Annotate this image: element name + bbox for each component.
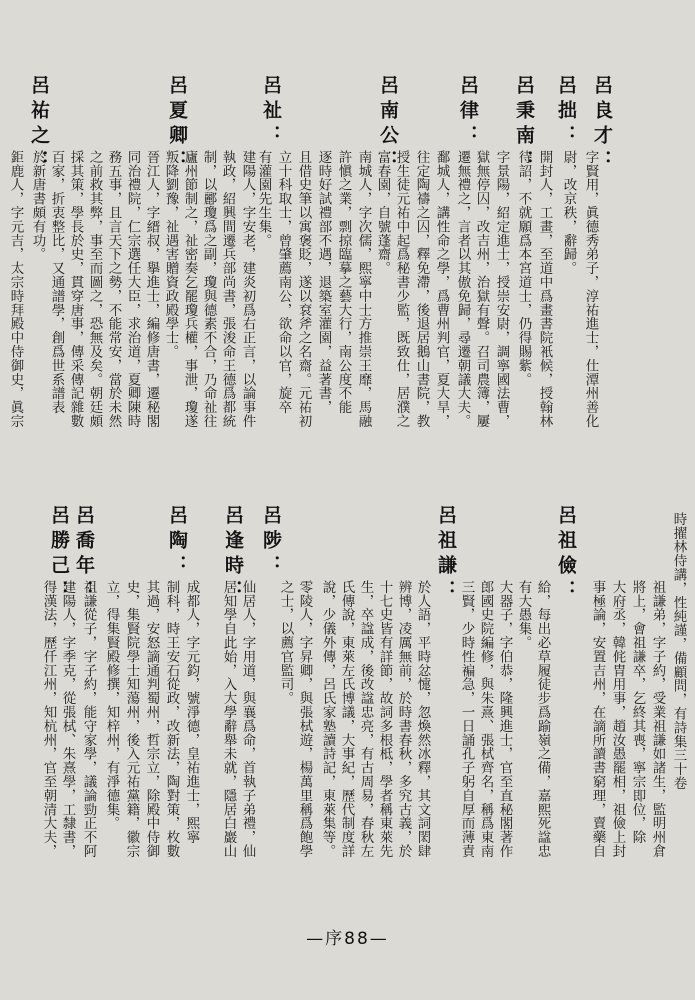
entry-text-line: 務五事，且言天下之勢，不能常安，當於未然 <box>105 150 122 428</box>
entry-text-line: 史，集賢院學士知蕩州，後入元祐黨籍，徽宗 <box>123 580 140 858</box>
entry-text-line: 百家，折衷整比，又通譜學，創爲世系譜表 <box>48 150 65 415</box>
entry-name: 呂祐之： <box>28 75 50 175</box>
entry-text-line: 制，以酈瓊爲之副，瓊與德素不合，乃命祉往 <box>200 150 217 428</box>
entry-text-line: 祖謙從子，字子約，能守家學，議論勁正不阿 <box>80 580 97 858</box>
entry-text-line: 尉，改京秩，辭歸。 <box>560 150 577 276</box>
entry-text-line: 事極論，安置吉州，在謫所讀書窮理，賣藥自 <box>589 580 606 858</box>
entry-text-line: 字景陽，紹定進士，授崇安尉，調寧國法曹， <box>493 150 510 428</box>
entry-text-line: 成都人，字元鈞，號淨德，皇祐進士，熙寧 <box>183 580 200 845</box>
entry-name: 呂陟： <box>260 505 282 580</box>
entry-text-line: 授生徒元祐中起爲秘書少監，既致仕，居濮之 <box>393 150 410 428</box>
entry-text-line: 說，少儀外傳，呂氏家塾讀詩記，東萊集等。 <box>319 580 336 858</box>
entry-continuation-line: 時擢林侍講，性純謹，備顧問，有詩集三十卷 <box>670 512 687 790</box>
entry-text-line: 鄱城人，講性命之學，爲曹州判官，夏大旱， <box>433 150 450 428</box>
entry-name: 呂喬年： <box>73 505 95 605</box>
entry-text-line: 逐時好試禮部不遇，退築室灌園，益著書， <box>315 150 332 415</box>
entry-text-line: 得漢法，歷仟江州，知杭州，官至朝清大夫， <box>40 580 57 858</box>
entry-text-line: 辨博，凌厲無前，於時書春秋，多究古義，於 <box>395 580 412 858</box>
page-number: —序88— <box>306 929 389 949</box>
entry-name: 呂勝己： <box>48 505 70 605</box>
entry-name: 呂律： <box>457 75 479 150</box>
entry-name: 呂夏卿： <box>166 75 188 175</box>
entry-name: 呂南公： <box>377 75 399 175</box>
entry-text-line: 居知學自此始，入大學辭舉未就，隱居白巖山 <box>220 580 237 858</box>
entry-text-line: 給，每出必草履徒步爲踰嶺之備，嘉熙死諡忠 <box>534 580 551 858</box>
entry-text-line: 之士，以薦官監司。 <box>277 580 294 706</box>
entry-text-line: 待詔，不就願爲本宮道士，仍得賜紫。 <box>515 150 532 387</box>
entry-text-line: 仙居人，字用道，與襄爲命，首執子弟禮，仙 <box>239 580 256 858</box>
entry-text-line: 氏傳說，東萊左氏博議，大事紀，歷代制度詳 <box>338 580 355 858</box>
entry-text-line: 大器子，字伯恭，隆興進士，官至直秘閣著作 <box>496 580 513 858</box>
entry-name: 呂祖謙： <box>435 505 457 605</box>
entry-text-line: 立十科取士，曾肇薦南公，欲命以官，旋卒 <box>275 150 292 415</box>
entry-name: 呂祖儉： <box>555 505 577 605</box>
entry-text-line: 建陽人，字安老，建炎初爲右正言，以論事件 <box>239 150 256 428</box>
entry-name: 呂拙： <box>555 75 577 150</box>
entry-text-line: 字賢用，眞德秀弟子，淳祐進士，仕潭州善化 <box>582 150 599 428</box>
entry-text-line: 於人語，平時忿懥，忽煥然冰釋，其文詞閎肆 <box>414 580 431 858</box>
entry-text-line: 且借史筆以寓褒貶，遂以袞斧之名齋。元祐初 <box>295 150 312 428</box>
entry-text-line: 郎國史院編修，與朱熹、張栻齊名，稱爲東南 <box>477 580 494 858</box>
entry-text-line: 晉江人，字縉叔，擧進士，編修唐書，遷秘閣 <box>143 150 160 428</box>
entry-text-line: 廬州節制之，祉密奏乞罷瓊兵權，事泄，瓊遂 <box>181 150 198 428</box>
entry-text-line: 獄無停囚，改吉州，治獄有聲。召司農簿，屢 <box>473 150 490 428</box>
entry-text-line: 十七史皆有詳節，故詞多根柢，學者稱東萊先 <box>376 580 393 858</box>
entry-text-line: 之前救其弊，事至而圖之，恐無及矣。朝廷頗 <box>86 150 103 428</box>
entry-text-line: 富春園，自號蓬齋。 <box>374 150 391 276</box>
entry-text-line: 生，卒諡成，後改諡忠亮，有古周易，春秋左 <box>357 580 374 858</box>
entry-text-line: 於新唐書頗有功。 <box>29 150 46 262</box>
entry-text-line: 大府丞，韓侂胄用事，趙汝愚罷相，祖儉上封 <box>609 580 626 858</box>
entry-text-line: 三賢，少時性褊急，一日誦孔子躬自厚而薄責 <box>458 580 475 858</box>
entry-text-line: 立，得集賢殿修撰，知梓州，有淨德集。 <box>103 580 120 831</box>
entry-text-line: 有灌園先生集。 <box>255 150 272 248</box>
entry-text-line: 開封人，工畫，至道中爲畫書院衹候，授翰林 <box>536 150 553 428</box>
entry-text-line: 許愼之業，剽掠臨摹之藝大行，南公度不能 <box>335 150 352 415</box>
entry-text-line: 制科，時王安石從政，改新法，陶對策，枚數 <box>163 580 180 858</box>
entry-text-line: 採其策，學長於史，貫穿唐事，傳采傳記雜數 <box>67 150 84 428</box>
entry-text-line: 南城人，字次儒，熙寧中士方推崇王靡，馬融 <box>355 150 372 428</box>
entry-text-line: 將上，會祖謙卒，乞終其喪，寧宗即位，除 <box>629 580 646 845</box>
entry-text-line: 其過，安怒謫通判蜀州，哲宗立，除殿中侍御 <box>143 580 160 858</box>
entry-name: 呂良才： <box>591 75 613 175</box>
entry-text-line: 遷無禮之，言者以其傲免歸，尋遷朝議大夫。 <box>454 150 471 428</box>
entry-text-line: 叛降劉豫，祉遇害贈資政殿學士。 <box>162 150 179 359</box>
entry-text-line: 有大愚集。 <box>515 580 532 650</box>
entry-text-line: 零陵人，字昇卿，與張栻遊，楊萬里稱爲飽學 <box>296 580 313 858</box>
entry-text-line: 往定陶禱之囚，釋免滯，後退居鵝山書院，教 <box>413 150 430 428</box>
entry-name: 呂秉南： <box>513 75 535 175</box>
entry-text-line: 執政，紹興間遷兵部尚書，張浚命王德爲都統 <box>219 150 236 428</box>
entry-name: 呂陶： <box>166 505 188 580</box>
entry-name: 呂祉： <box>260 75 282 150</box>
entry-text-line: 建陽人，字季克，從張栻、朱熹學，工隸書， <box>59 580 76 858</box>
entry-text-line: 祖謙弟，字子約，受業祖謙如諸生，監明州倉 <box>649 580 666 858</box>
entry-text-line: 同治禮院，仁宗選任大臣，求治道，夏卿陳時 <box>124 150 141 428</box>
entry-text-line: 鉅鹿人，字元吉，太宗時拜殿中侍御史，眞宗 <box>7 150 24 428</box>
entry-name: 呂逢時： <box>222 505 244 605</box>
